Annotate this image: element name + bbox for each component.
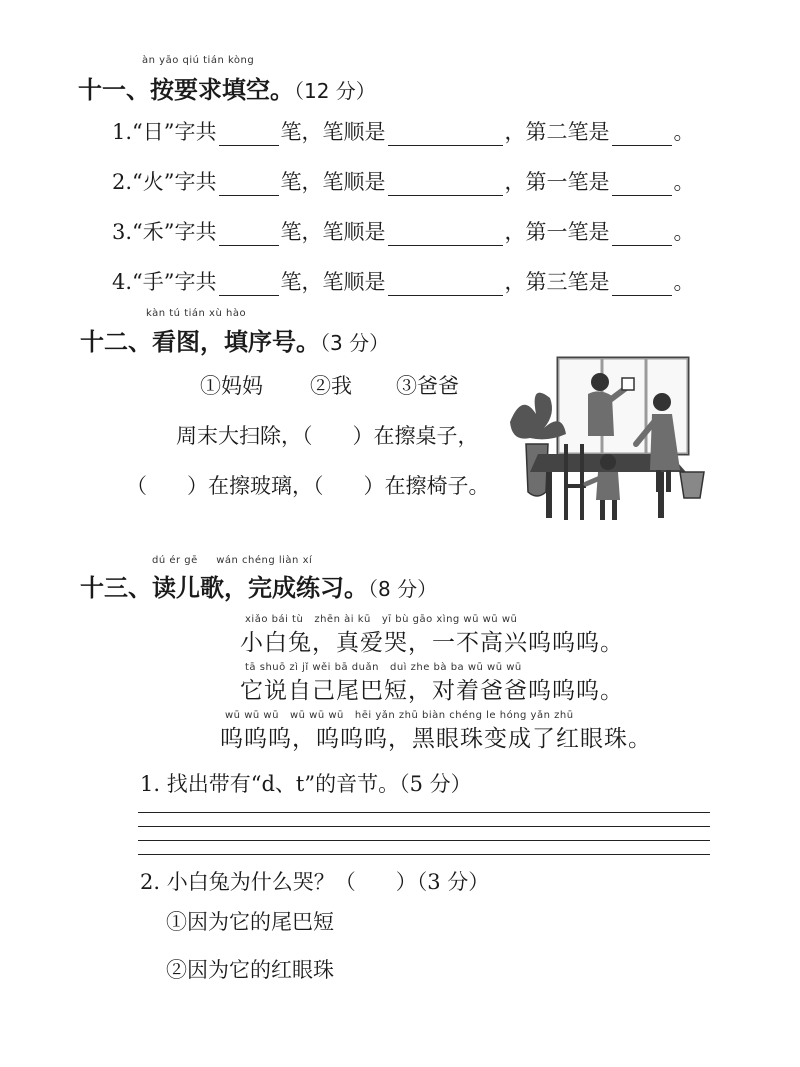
- item-text: 笔，笔顺是: [280, 170, 386, 194]
- item-text: 笔，笔顺是: [280, 270, 386, 294]
- sentence-line-2: [126, 470, 490, 500]
- sentence-line-1: [176, 420, 479, 450]
- answer-line-3[interactable]: [138, 840, 710, 841]
- stroke-order-blank[interactable]: [388, 125, 503, 146]
- answer-line-2[interactable]: [138, 826, 710, 827]
- item-text: ，第一笔是: [504, 170, 610, 194]
- poem-line-1-pinyin: xiǎo bái tù zhēn ài kū yī bù gāo xìng wū wū wū: [245, 614, 518, 625]
- section11-pinyin: àn yāo qiú tián kòng: [142, 55, 255, 66]
- fill-item-1: [112, 116, 695, 146]
- poem-line-3-pinyin: wū wū wū wū wū wū hēi yǎn zhū biàn chéng le hóng yǎn zhū: [225, 710, 574, 721]
- stroke-count-blank[interactable]: [219, 275, 279, 296]
- item-text: 字共: [174, 220, 217, 244]
- item-number: 1.: [112, 120, 133, 144]
- item-text: 字共: [174, 120, 217, 144]
- item-number: 4.: [112, 270, 133, 294]
- item-end: 。: [673, 220, 695, 244]
- option-mama: ①妈妈: [200, 374, 263, 398]
- fill-item-2: [112, 166, 695, 196]
- item-end: 。: [673, 270, 695, 294]
- sentence-text: ）在擦桌子，: [352, 424, 479, 448]
- answer-line-4[interactable]: [138, 854, 710, 855]
- bucket: [680, 472, 704, 498]
- item-text: ，第一笔是: [504, 220, 610, 244]
- stroke-count-blank[interactable]: [219, 125, 279, 146]
- section12-pinyin: kàn tú tián xù hào: [146, 308, 247, 319]
- stroke-order-blank[interactable]: [388, 275, 503, 296]
- option-baba: ③爸爸: [396, 374, 459, 398]
- item-end: 。: [673, 170, 695, 194]
- question-2-score: ）（3 分）: [395, 870, 490, 894]
- question-2: [140, 866, 489, 896]
- sentence-text: ）在擦玻璃，（: [187, 474, 324, 498]
- sentence-text: （: [126, 474, 147, 498]
- section11-score: （12 分）: [294, 79, 376, 103]
- item-end: 。: [673, 120, 695, 144]
- question-2-text: 2. 小白兔为什么哭？（: [140, 870, 356, 894]
- section12-title: 十二、看图，填序号。: [80, 328, 320, 356]
- section11-title: 十一、按要求填空。: [78, 76, 294, 104]
- stroke-count-blank[interactable]: [219, 175, 279, 196]
- item-text: ，第三笔是: [504, 270, 610, 294]
- stroke-answer-blank[interactable]: [612, 275, 672, 296]
- item-text: ，第二笔是: [504, 120, 610, 144]
- item-text: 字共: [174, 170, 217, 194]
- item-char: “手”: [132, 270, 175, 294]
- section13-pinyin: dú ér gē wán chéng liàn xí: [152, 555, 313, 566]
- poem-line-3: 呜呜呜，呜呜呜，黑眼珠变成了红眼珠。: [220, 726, 652, 752]
- item-number: 2.: [112, 170, 133, 194]
- section13-title: 十三、读儿歌，完成练习。: [80, 574, 368, 602]
- stroke-answer-blank[interactable]: [612, 225, 672, 246]
- stroke-answer-blank[interactable]: [612, 175, 672, 196]
- item-char: “日”: [132, 120, 175, 144]
- cleaning-illustration: [500, 352, 712, 524]
- poem-line-1: 小白兔，真爱哭，一不高兴呜呜呜。: [240, 630, 624, 656]
- fill-item-4: [112, 266, 695, 296]
- sentence-text: 周末大扫除，（: [176, 424, 313, 448]
- section12-heading: [80, 322, 389, 357]
- poem-line-2-pinyin: tā shuō zì jǐ wěi bā duǎn duì zhe bà ba wū wū wū: [245, 662, 522, 673]
- item-char: “禾”: [132, 220, 175, 244]
- sentence-text: ）在擦椅子。: [363, 474, 490, 498]
- stroke-order-blank[interactable]: [388, 175, 503, 196]
- item-text: 字共: [174, 270, 217, 294]
- section12-score: （3 分）: [320, 331, 390, 355]
- question-1: 1. 找出带有“d、t”的音节。（5 分）: [140, 772, 472, 796]
- item-text: 笔，笔顺是: [280, 220, 386, 244]
- item-text: 笔，笔顺是: [280, 120, 386, 144]
- section13-score: （8 分）: [368, 577, 438, 601]
- choice-2: ②因为它的红眼珠: [166, 958, 334, 982]
- answer-line-1[interactable]: [138, 812, 710, 813]
- choice-1: ①因为它的尾巴短: [166, 910, 334, 934]
- item-number: 3.: [112, 220, 133, 244]
- poem-line-2: 它说自己尾巴短，对着爸爸呜呜呜。: [240, 678, 624, 704]
- section11-heading: [78, 70, 376, 105]
- item-char: “火”: [132, 170, 175, 194]
- option-wo: ②我: [310, 374, 352, 398]
- fill-item-3: [112, 216, 695, 246]
- section13-heading: [80, 568, 437, 603]
- stroke-answer-blank[interactable]: [612, 125, 672, 146]
- stroke-order-blank[interactable]: [388, 225, 503, 246]
- stroke-count-blank[interactable]: [219, 225, 279, 246]
